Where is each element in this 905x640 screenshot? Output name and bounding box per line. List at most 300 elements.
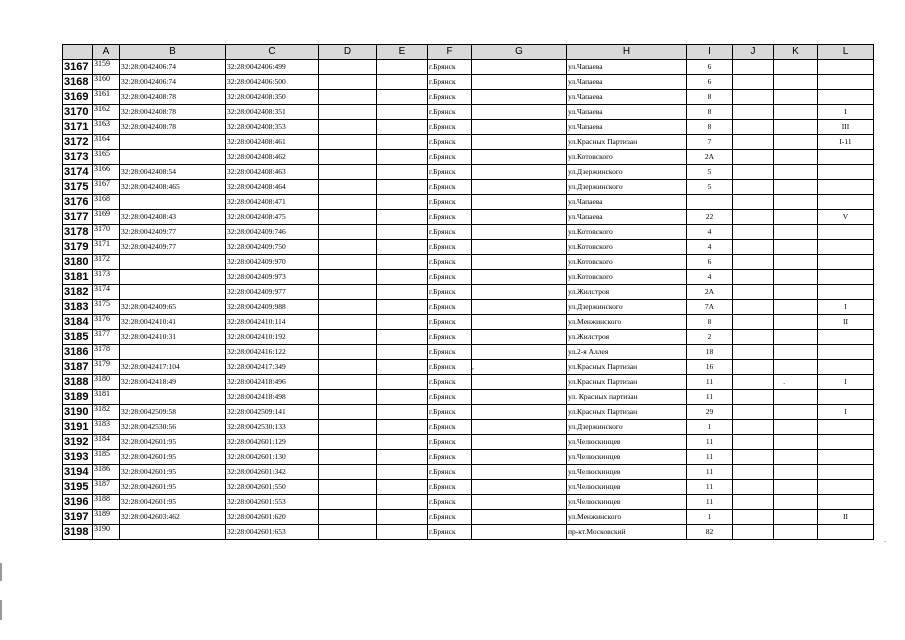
cell-a[interactable]: 3173 <box>93 270 120 285</box>
cell-i[interactable]: 11 <box>687 375 733 390</box>
cell-l[interactable] <box>818 390 874 405</box>
cell-k[interactable] <box>774 495 818 510</box>
cell-a[interactable]: 3185 <box>93 450 120 465</box>
cell-d[interactable] <box>319 255 377 270</box>
cell-l[interactable]: I <box>818 300 874 315</box>
cell-d[interactable] <box>319 495 377 510</box>
cell-d[interactable] <box>319 435 377 450</box>
cell-g[interactable] <box>472 525 567 540</box>
column-header-d[interactable]: D <box>319 45 377 60</box>
cell-c[interactable]: 32:28:0042409:977 <box>226 285 319 300</box>
cell-b[interactable]: 32:28:0042408:465 <box>120 180 226 195</box>
cell-h[interactable]: ул.Чапаева <box>567 210 687 225</box>
cell-d[interactable] <box>319 60 377 75</box>
cell-i[interactable]: 2 <box>687 330 733 345</box>
cell-f[interactable]: г.Брянск <box>428 300 472 315</box>
cell-h[interactable]: ул.Чапаева <box>567 195 687 210</box>
cell-k[interactable] <box>774 285 818 300</box>
cell-e[interactable] <box>377 75 428 90</box>
cell-d[interactable] <box>319 120 377 135</box>
cell-i[interactable]: 7А <box>687 300 733 315</box>
cell-c[interactable]: 32:28:0042408:464 <box>226 180 319 195</box>
cell-c[interactable]: 32:28:0042408:462 <box>226 150 319 165</box>
cell-k[interactable] <box>774 225 818 240</box>
cell-k[interactable] <box>774 360 818 375</box>
cell-g[interactable] <box>472 420 567 435</box>
cell-f[interactable]: г.Брянск <box>428 375 472 390</box>
cell-a[interactable]: 3186 <box>93 465 120 480</box>
row-number[interactable]: 3175 <box>63 180 93 195</box>
cell-d[interactable] <box>319 90 377 105</box>
cell-k[interactable] <box>774 75 818 90</box>
cell-b[interactable] <box>120 195 226 210</box>
cell-c[interactable]: 32:28:0042601:550 <box>226 480 319 495</box>
cell-a[interactable]: 3182 <box>93 405 120 420</box>
cell-l[interactable] <box>818 480 874 495</box>
cell-l[interactable]: I <box>818 105 874 120</box>
row-number[interactable]: 3193 <box>63 450 93 465</box>
cell-l[interactable] <box>818 225 874 240</box>
cell-g[interactable] <box>472 345 567 360</box>
cell-g[interactable] <box>472 60 567 75</box>
cell-l[interactable]: II <box>818 315 874 330</box>
cell-a[interactable]: 3171 <box>93 240 120 255</box>
cell-k[interactable] <box>774 90 818 105</box>
cell-h[interactable]: ул.Чапаева <box>567 75 687 90</box>
cell-b[interactable]: 32:28:0042409:77 <box>120 225 226 240</box>
cell-l[interactable] <box>818 495 874 510</box>
cell-h[interactable]: ул.Челюскинцев <box>567 480 687 495</box>
cell-k[interactable] <box>774 60 818 75</box>
row-number[interactable]: 3189 <box>63 390 93 405</box>
cell-e[interactable] <box>377 120 428 135</box>
cell-d[interactable] <box>319 180 377 195</box>
cell-i[interactable]: 2А <box>687 285 733 300</box>
cell-e[interactable] <box>377 420 428 435</box>
cell-f[interactable]: г.Брянск <box>428 120 472 135</box>
cell-j[interactable] <box>733 465 774 480</box>
row-number[interactable]: 3198 <box>63 525 93 540</box>
cell-l[interactable] <box>818 360 874 375</box>
cell-e[interactable] <box>377 450 428 465</box>
cell-f[interactable]: г.Брянск <box>428 450 472 465</box>
cell-c[interactable]: 32:28:0042601:342 <box>226 465 319 480</box>
row-number[interactable]: 3196 <box>63 495 93 510</box>
cell-l[interactable] <box>818 330 874 345</box>
cell-i[interactable]: 8 <box>687 120 733 135</box>
cell-a[interactable]: 3188 <box>93 495 120 510</box>
cell-g[interactable] <box>472 480 567 495</box>
cell-b[interactable]: 32:28:0042601:95 <box>120 495 226 510</box>
cell-l[interactable] <box>818 345 874 360</box>
cell-e[interactable] <box>377 90 428 105</box>
cell-l[interactable] <box>818 150 874 165</box>
cell-g[interactable] <box>472 510 567 525</box>
cell-k[interactable] <box>774 420 818 435</box>
cell-g[interactable] <box>472 225 567 240</box>
cell-b[interactable]: 32:28:0042408:78 <box>120 120 226 135</box>
cell-j[interactable] <box>733 210 774 225</box>
cell-f[interactable]: г.Брянск <box>428 165 472 180</box>
row-number[interactable]: 3168 <box>63 75 93 90</box>
cell-f[interactable]: г.Брянск <box>428 105 472 120</box>
cell-j[interactable] <box>733 255 774 270</box>
cell-c[interactable]: 32:28:0042409:988 <box>226 300 319 315</box>
cell-d[interactable] <box>319 510 377 525</box>
cell-e[interactable] <box>377 210 428 225</box>
cell-j[interactable] <box>733 390 774 405</box>
row-number[interactable]: 3176 <box>63 195 93 210</box>
cell-i[interactable]: 7 <box>687 135 733 150</box>
cell-i[interactable]: 6 <box>687 60 733 75</box>
cell-c[interactable]: 32:28:0042408:471 <box>226 195 319 210</box>
cell-f[interactable]: г.Брянск <box>428 495 472 510</box>
cell-k[interactable] <box>774 210 818 225</box>
row-number[interactable]: 3177 <box>63 210 93 225</box>
cell-f[interactable]: г.Брянск <box>428 75 472 90</box>
cell-c[interactable]: 32:28:0042601:553 <box>226 495 319 510</box>
cell-l[interactable] <box>818 525 874 540</box>
cell-c[interactable]: 32:28:0042601:653 <box>226 525 319 540</box>
cell-f[interactable]: г.Брянск <box>428 405 472 420</box>
cell-d[interactable] <box>319 375 377 390</box>
cell-e[interactable] <box>377 390 428 405</box>
cell-g[interactable] <box>472 90 567 105</box>
cell-e[interactable] <box>377 300 428 315</box>
cell-h[interactable]: ул.Чапаева <box>567 60 687 75</box>
row-number[interactable]: 3182 <box>63 285 93 300</box>
cell-a[interactable]: 3181 <box>93 390 120 405</box>
cell-b[interactable]: 32:28:0042409:77 <box>120 240 226 255</box>
cell-e[interactable] <box>377 375 428 390</box>
cell-i[interactable] <box>687 195 733 210</box>
cell-e[interactable] <box>377 165 428 180</box>
cell-c[interactable]: 32:28:0042418:498 <box>226 390 319 405</box>
cell-b[interactable]: 32:28:0042601:95 <box>120 435 226 450</box>
cell-d[interactable] <box>319 480 377 495</box>
cell-a[interactable]: 3189 <box>93 510 120 525</box>
cell-c[interactable]: 32:28:0042409:973 <box>226 270 319 285</box>
row-number[interactable]: 3174 <box>63 165 93 180</box>
cell-h[interactable]: ул. Красных партизан <box>567 390 687 405</box>
cell-j[interactable] <box>733 180 774 195</box>
cell-d[interactable] <box>319 345 377 360</box>
cell-c[interactable]: 32:28:0042408:351 <box>226 105 319 120</box>
row-number[interactable]: 3192 <box>63 435 93 450</box>
cell-h[interactable]: ул.Котовского <box>567 240 687 255</box>
cell-d[interactable] <box>319 135 377 150</box>
cell-g[interactable] <box>472 375 567 390</box>
cell-f[interactable]: г.Брянск <box>428 345 472 360</box>
cell-h[interactable]: ул.Жилстроя <box>567 330 687 345</box>
cell-c[interactable]: 32:28:0042410:114 <box>226 315 319 330</box>
cell-b[interactable] <box>120 525 226 540</box>
cell-k[interactable] <box>774 345 818 360</box>
cell-e[interactable] <box>377 285 428 300</box>
cell-j[interactable] <box>733 450 774 465</box>
cell-g[interactable] <box>472 165 567 180</box>
cell-e[interactable] <box>377 525 428 540</box>
cell-d[interactable] <box>319 75 377 90</box>
cell-i[interactable]: 8 <box>687 105 733 120</box>
cell-f[interactable]: г.Брянск <box>428 135 472 150</box>
cell-k[interactable] <box>774 270 818 285</box>
cell-b[interactable]: 32:28:0042408:78 <box>120 90 226 105</box>
cell-a[interactable]: 3159 <box>93 60 120 75</box>
cell-f[interactable]: г.Брянск <box>428 420 472 435</box>
cell-i[interactable]: 29 <box>687 405 733 420</box>
cell-k[interactable] <box>774 375 818 390</box>
row-number[interactable]: 3197 <box>63 510 93 525</box>
row-number[interactable]: 3173 <box>63 150 93 165</box>
cell-d[interactable] <box>319 450 377 465</box>
cell-e[interactable] <box>377 465 428 480</box>
cell-b[interactable]: 32:28:0042509:58 <box>120 405 226 420</box>
cell-c[interactable]: 32:28:0042601:129 <box>226 435 319 450</box>
cell-g[interactable] <box>472 465 567 480</box>
cell-h[interactable]: ул.Чапаева <box>567 90 687 105</box>
cell-c[interactable]: 32:28:0042601:620 <box>226 510 319 525</box>
cell-e[interactable] <box>377 180 428 195</box>
cell-j[interactable] <box>733 120 774 135</box>
cell-e[interactable] <box>377 495 428 510</box>
cell-i[interactable]: 5 <box>687 165 733 180</box>
cell-d[interactable] <box>319 315 377 330</box>
cell-g[interactable] <box>472 180 567 195</box>
cell-b[interactable]: 32:28:0042409:65 <box>120 300 226 315</box>
cell-e[interactable] <box>377 195 428 210</box>
cell-k[interactable] <box>774 525 818 540</box>
cell-c[interactable]: 32:28:0042408:350 <box>226 90 319 105</box>
cell-e[interactable] <box>377 150 428 165</box>
cell-a[interactable]: 3165 <box>93 150 120 165</box>
cell-l[interactable]: V <box>818 210 874 225</box>
cell-i[interactable]: 4 <box>687 270 733 285</box>
cell-a[interactable]: 3178 <box>93 345 120 360</box>
cell-h[interactable]: ул.Красных Партизан <box>567 405 687 420</box>
cell-e[interactable] <box>377 405 428 420</box>
cell-j[interactable] <box>733 60 774 75</box>
cell-l[interactable] <box>818 255 874 270</box>
cell-g[interactable] <box>472 105 567 120</box>
cell-j[interactable] <box>733 240 774 255</box>
cell-l[interactable] <box>818 285 874 300</box>
cell-a[interactable]: 3172 <box>93 255 120 270</box>
cell-l[interactable] <box>818 240 874 255</box>
cell-g[interactable]: , <box>472 360 567 375</box>
cell-k[interactable] <box>774 240 818 255</box>
cell-c[interactable]: 32:28:0042408:463 <box>226 165 319 180</box>
row-number[interactable]: 3181 <box>63 270 93 285</box>
cell-d[interactable] <box>319 270 377 285</box>
cell-b[interactable]: 32:28:0042601:95 <box>120 450 226 465</box>
cell-g[interactable] <box>472 75 567 90</box>
cell-f[interactable]: г.Брянск <box>428 240 472 255</box>
cell-j[interactable] <box>733 510 774 525</box>
cell-d[interactable] <box>319 465 377 480</box>
cell-f[interactable]: г.Брянск <box>428 285 472 300</box>
cell-k[interactable] <box>774 465 818 480</box>
column-header-e[interactable]: E <box>377 45 428 60</box>
cell-i[interactable]: 4 <box>687 240 733 255</box>
cell-l[interactable]: I <box>818 405 874 420</box>
cell-j[interactable] <box>733 270 774 285</box>
cell-c[interactable]: 32:28:0042409:750 <box>226 240 319 255</box>
cell-i[interactable]: 22 <box>687 210 733 225</box>
corner-header[interactable] <box>63 45 93 60</box>
cell-j[interactable] <box>733 75 774 90</box>
cell-b[interactable]: 32:28:0042410:41 <box>120 315 226 330</box>
cell-f[interactable]: г.Брянск <box>428 150 472 165</box>
cell-f[interactable]: г.Брянск <box>428 360 472 375</box>
row-number[interactable]: 3184 <box>63 315 93 330</box>
cell-j[interactable] <box>733 285 774 300</box>
cell-a[interactable]: 3164 <box>93 135 120 150</box>
cell-b[interactable]: 32:28:0042408:78 <box>120 105 226 120</box>
cell-c[interactable]: 32:28:0042409:970 <box>226 255 319 270</box>
cell-g[interactable] <box>472 120 567 135</box>
cell-b[interactable]: 32:28:0042406:74 <box>120 75 226 90</box>
cell-h[interactable]: ул.Менжинского <box>567 510 687 525</box>
cell-b[interactable] <box>120 270 226 285</box>
cell-i[interactable]: 8 <box>687 90 733 105</box>
cell-j[interactable] <box>733 360 774 375</box>
row-number[interactable]: 3185 <box>63 330 93 345</box>
cell-h[interactable]: ул.Дзержинского <box>567 300 687 315</box>
cell-h[interactable]: пр-кт.Московский <box>567 525 687 540</box>
cell-i[interactable]: 4 <box>687 225 733 240</box>
cell-c[interactable]: 32:28:0042418:496 <box>226 375 319 390</box>
cell-f[interactable]: г.Брянск <box>428 390 472 405</box>
cell-g[interactable] <box>472 195 567 210</box>
cell-e[interactable] <box>377 105 428 120</box>
cell-b[interactable] <box>120 150 226 165</box>
column-header-l[interactable]: L <box>818 45 874 60</box>
row-number[interactable]: 3179 <box>63 240 93 255</box>
row-number[interactable]: 3191 <box>63 420 93 435</box>
cell-j[interactable] <box>733 300 774 315</box>
cell-a[interactable]: 3179 <box>93 360 120 375</box>
cell-a[interactable]: 3169 <box>93 210 120 225</box>
cell-a[interactable]: 3180 <box>93 375 120 390</box>
cell-i[interactable]: 11 <box>687 450 733 465</box>
cell-k[interactable] <box>774 435 818 450</box>
cell-j[interactable] <box>733 315 774 330</box>
cell-g[interactable] <box>472 495 567 510</box>
cell-c[interactable]: 32:28:0042406:500 <box>226 75 319 90</box>
cell-h[interactable]: ул.Жилстроя <box>567 285 687 300</box>
cell-e[interactable] <box>377 60 428 75</box>
cell-k[interactable] <box>774 255 818 270</box>
cell-j[interactable] <box>733 435 774 450</box>
row-number[interactable]: 3190 <box>63 405 93 420</box>
column-header-i[interactable]: I <box>687 45 733 60</box>
cell-e[interactable] <box>377 345 428 360</box>
row-number[interactable]: 3183 <box>63 300 93 315</box>
cell-g[interactable] <box>472 300 567 315</box>
cell-h[interactable]: ул.Челюскинцев <box>567 495 687 510</box>
cell-l[interactable] <box>818 420 874 435</box>
cell-c[interactable]: 32:28:0042408:461 <box>226 135 319 150</box>
cell-e[interactable] <box>377 270 428 285</box>
cell-g[interactable] <box>472 270 567 285</box>
cell-c[interactable]: 32:28:0042409:746 <box>226 225 319 240</box>
cell-a[interactable]: 3167 <box>93 180 120 195</box>
cell-e[interactable] <box>377 255 428 270</box>
cell-a[interactable]: 3161 <box>93 90 120 105</box>
cell-e[interactable] <box>377 330 428 345</box>
cell-c[interactable]: 32:28:0042416:122 <box>226 345 319 360</box>
cell-d[interactable] <box>319 225 377 240</box>
cell-a[interactable]: 3163 <box>93 120 120 135</box>
cell-g[interactable] <box>472 390 567 405</box>
cell-i[interactable]: 6 <box>687 255 733 270</box>
cell-h[interactable]: ул.Дзержинского <box>567 180 687 195</box>
cell-d[interactable] <box>319 420 377 435</box>
cell-j[interactable] <box>733 195 774 210</box>
row-number[interactable]: 3194 <box>63 465 93 480</box>
cell-k[interactable] <box>774 405 818 420</box>
cell-g[interactable] <box>472 210 567 225</box>
cell-f[interactable]: г.Брянск <box>428 465 472 480</box>
cell-k[interactable] <box>774 150 818 165</box>
cell-g[interactable] <box>472 450 567 465</box>
cell-l[interactable] <box>818 270 874 285</box>
cell-i[interactable]: 8 <box>687 315 733 330</box>
cell-e[interactable] <box>377 135 428 150</box>
cell-b[interactable] <box>120 345 226 360</box>
cell-l[interactable]: I <box>818 375 874 390</box>
row-number[interactable]: 3186 <box>63 345 93 360</box>
cell-j[interactable] <box>733 165 774 180</box>
cell-g[interactable] <box>472 240 567 255</box>
cell-a[interactable]: 3190 <box>93 525 120 540</box>
cell-h[interactable]: ул.Челюскинцев <box>567 465 687 480</box>
cell-i[interactable]: 1 <box>687 510 733 525</box>
cell-l[interactable] <box>818 60 874 75</box>
cell-l[interactable] <box>818 165 874 180</box>
cell-b[interactable]: 32:28:0042418:49 <box>120 375 226 390</box>
cell-b[interactable]: 32:28:0042417:104 <box>120 360 226 375</box>
cell-k[interactable] <box>774 480 818 495</box>
cell-b[interactable] <box>120 390 226 405</box>
cell-b[interactable]: 32:28:0042601:95 <box>120 465 226 480</box>
cell-f[interactable]: г.Брянск <box>428 270 472 285</box>
cell-j[interactable] <box>733 225 774 240</box>
cell-l[interactable] <box>818 450 874 465</box>
column-header-a[interactable]: A <box>93 45 120 60</box>
cell-i[interactable]: 11 <box>687 495 733 510</box>
cell-h[interactable]: ул.Дзержинского <box>567 165 687 180</box>
cell-c[interactable]: 32:28:0042410:192 <box>226 330 319 345</box>
cell-c[interactable]: 32:28:0042417:349 <box>226 360 319 375</box>
cell-h[interactable]: ул.2-я Аллея <box>567 345 687 360</box>
cell-h[interactable]: ул.Челюскинцев <box>567 435 687 450</box>
cell-d[interactable] <box>319 105 377 120</box>
cell-d[interactable] <box>319 300 377 315</box>
row-number[interactable]: 3188 <box>63 375 93 390</box>
cell-a[interactable]: 3166 <box>93 165 120 180</box>
cell-i[interactable]: 11 <box>687 465 733 480</box>
cell-k[interactable] <box>774 195 818 210</box>
cell-j[interactable] <box>733 150 774 165</box>
cell-i[interactable]: 82 <box>687 525 733 540</box>
cell-g[interactable] <box>472 315 567 330</box>
cell-e[interactable] <box>377 435 428 450</box>
cell-f[interactable]: г.Брянск <box>428 180 472 195</box>
cell-d[interactable] <box>319 240 377 255</box>
cell-k[interactable] <box>774 330 818 345</box>
